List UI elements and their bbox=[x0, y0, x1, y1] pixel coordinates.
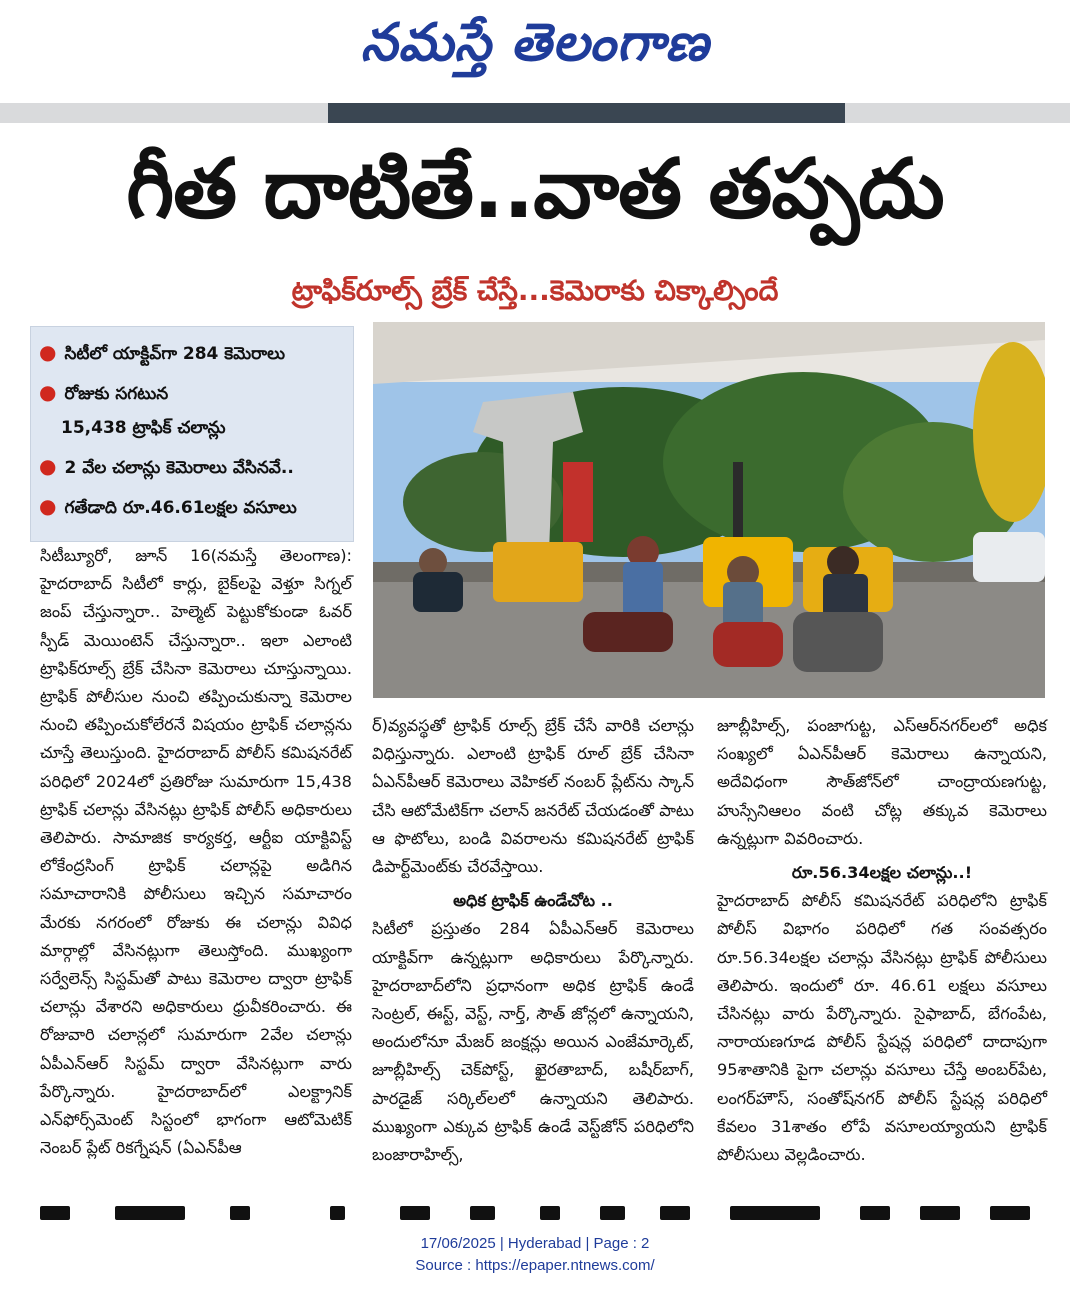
masthead bbox=[0, 0, 1070, 100]
bullet-icon: ● bbox=[39, 454, 57, 478]
header-rule-center bbox=[328, 103, 845, 123]
highlight-item: ● 2 వేల చలాన్లు కెమెరాలు వేసినవే.. bbox=[39, 454, 294, 478]
newspaper-logo: నమస్తే తెలంగాణ bbox=[360, 12, 710, 73]
highlights-box bbox=[30, 326, 354, 542]
header-rule-right bbox=[845, 103, 1070, 123]
section-subheading: రూ.56.34లక్షల చలాన్లు..! bbox=[791, 863, 973, 883]
highlight-item-continued: 15,438 ట్రాఫిక్‌ చలాన్లు bbox=[61, 418, 226, 438]
section-subheading: అధిక ట్రాఫిక్‌ ఉండేచోట .. bbox=[453, 891, 613, 911]
article-paragraph: సిటీబ్యూరో, జూన్‌ 16(నమస్తే తెలంగాణ): హైదరాబాద్‌ సిటీలో కార్లు, బైక్‌లపై వెళ్తూ సిగ్నల్‌ జంప్‌ చేస్తున్నారా.. హెల్మెట్‌ పెట్టుకోకుండా ఓవర్‌ స్పీడ్‌ మెయింటెన్‌ చేస్తున్నారా.. ఇలా ఎలాంటి ట్రాఫిక్‌రూల్స్‌ బ్రేక్‌ చేసినా కెమెరాలు చూస్తున్నాయి. ట్రాఫిక్‌ పోలీసుల నుంచి తప్పించుకున్నా కెమెరాల నుంచి తప్పించుకోలేరనే విషయం ట్రాఫిక్‌ చలాన్లను చూస్తే తెలుస్తుంది. హైదరాబాద్‌ పోలీస్‌ కమిషనరేట్‌ పరిధిలో 2024లో ప్రతిరోజు సుమారుగా 15,438 ట్రాఫిక్‌ చలాన్లు వేసినట్లు ట్రాఫిక్‌ పోలీస్‌ అధికారులు తెలిపారు. సామాజిక కార్యకర్త, ఆర్టీఐ యాక్టివిస్ట్‌ లోకేంద్రసింగ్‌ ట్రాఫిక్‌ చలాన్లపై అడిగిన సమాచారానికి పోలీసులు ఇచ్చిన సమాచారం మేరకు నగరంలో రోజుకు ఈ చలాన్లు వివిధ మార్గాల్లో వేసినట్లుగా తెలుస్తోంది. ముఖ్యంగా సర్వేలెన్స్‌ సిస్టమ్‌తో పాటు కెమెరాల ద్వారా ట్రాఫిక్‌ చలాన్లు వేశారని అధికారులు ధ్రువీకరించారు. ఈ రోజువారి చలాన్లలో సుమారుగా 2వేల చలాన్లు ఏపీఎన్‌ఆర్‌ సిస్టమ్‌ ద్వారా వేసినట్లుగా వారు పేర్కొన్నారు. హైదరాబాద్‌లో ఎలక్ట్రానిక్‌ ఎన్‌ఫోర్స్‌మెంట్‌ సిస్టంలో భాగంగా ఆటోమెటిక్‌ నెంబర్‌ ప్లేట్‌ రికగ్నేషన్‌ (ఏఎన్‌పీఆ bbox=[40, 546, 352, 1158]
page-footer bbox=[0, 1233, 1070, 1277]
article-headline: గీత దాటితే..వాత తప్పదు bbox=[126, 142, 944, 237]
footer-date-page: 17/06/2025 | Hyderabad | Page : 2 bbox=[420, 1235, 650, 1252]
article-column-2 bbox=[372, 712, 694, 1169]
article-subheadline: ట్రాఫిక్‌రూల్స్‌ బ్రేక్‌ చేస్తే...కెమెరాకు చిక్కాల్సిందే bbox=[291, 274, 779, 307]
cropped-next-headline bbox=[40, 1206, 1040, 1220]
bullet-icon: ● bbox=[39, 380, 57, 404]
photo-illustration bbox=[373, 322, 1045, 698]
highlight-item: ● సిటీలో యాక్టివ్‌గా 284 కెమెరాలు bbox=[39, 340, 286, 364]
article-paragraph: హైదరాబాద్‌ పోలీస్‌ కమిషనరేట్‌ పరిధిలోని ట్రాఫిక్‌ పోలీస్‌ విభాగం పరిధిలో గత సంవత్సరం రూ.56.34లక్షల చలాన్లు వేసినట్లు ట్రాఫిక్‌ పోలీసులు తెలిపారు. ఇందులో రూ. 46.61 లక్షలు వసూలు చేసినట్లు వారు పేర్కొన్నారు. సైఫాబాద్‌, బేగంపేట, నారాయణగూడ పోలీస్‌ స్టేషన్ల పరిధిలో దాదాపుగా 95శాతానికి పైగా చలాన్లు వసూలు చేస్తే అంబర్‌పేట, లంగర్‌హౌస్‌, సంతోష్‌నగర్‌ పోలీస్‌ స్టేషన్ల పరిధిలో కేవలం 31శాతం లోపే వసూలయ్యాయని ట్రాఫిక్‌ పోలీసులు వెల్లడించారు. bbox=[717, 891, 1047, 1165]
highlight-item: ● గతేడాది రూ.46.61లక్షల వసూలు bbox=[39, 494, 297, 518]
bullet-icon: ● bbox=[39, 494, 57, 518]
traffic-junction-photo bbox=[373, 322, 1045, 698]
footer-source: Source : https://epaper.ntnews.com/ bbox=[415, 1257, 655, 1274]
header-rule bbox=[0, 103, 1070, 123]
highlight-item: ● రోజుకు సగటున bbox=[39, 380, 169, 404]
article-paragraph: జూబ్లీహిల్స్‌, పంజాగుట్ట, ఎస్‌ఆర్‌నగర్‌లలో అధిక సంఖ్యలో ఏఎన్‌పీఆర్‌ కెమెరాలు ఉన్నాయని, అదేవిధంగా సౌత్‌జోన్‌లో చాంద్రాయణగుట్ట, హుస్సేనిఆలం వంటి చోట్ల తక్కువ కెమెరాలు ఉన్నట్లుగా వివరించారు. bbox=[717, 716, 1047, 848]
bullet-icon: ● bbox=[39, 340, 57, 364]
article-column-1 bbox=[40, 542, 352, 1162]
article-column-3 bbox=[717, 712, 1047, 1169]
article-paragraph: సిటీలో ప్రస్తుతం 284 ఏపీఎన్‌ఆర్‌ కెమెరాలు యాక్టివ్‌గా ఉన్నట్లుగా అధికారులు పేర్కొన్నారు. హైదరాబాద్‌లోని ప్రధానంగా అధిక ట్రాఫిక్‌ ఉండే సెంట్రల్‌, ఈస్ట్‌, వెస్ట్‌, నార్త్‌, సౌత్‌ జోన్లలో ఉన్నాయని, అందులోనూ మేజర్‌ జంక్షన్లు అయిన ఎంజేమార్కెట్‌, జూబ్లీహిల్స్‌ చెక్‌పోస్ట్‌, ఖైరతాబాద్‌, బషీర్‌బాగ్‌, పారడైజ్‌ సర్కిల్‌లలో ఉన్నాయని తెలిపారు. ముఖ్యంగా ఎక్కువ ట్రాఫిక్‌ ఉండే వెస్ట్‌జోన్‌ పరిధిలోని బంజారాహిల్స్‌, bbox=[372, 919, 694, 1165]
article-paragraph: ర్‌)వ్యవస్థతో ట్రాఫిక్‌ రూల్స్‌ బ్రేక్‌ చేసే వారికి చలాన్లు విధిస్తున్నారు. ఎలాంటి ట్రాఫిక్‌ రూల్‌ బ్రేక్‌ చేసినా ఏఎన్‌పీఆర్‌ కెమెరాలు వెహికల్‌ నంబర్‌ ప్లేట్‌ను స్కాన్‌ చేసి ఆటోమేటిక్‌గా చలాన్‌ జనరేట్‌ చేయడంతో పాటు ఆ ఫొటోలు, బండి వివరాలను కమిషనరేట్‌ ట్రాఫిక్‌ డిపార్ట్‌మెంట్‌కు చేరవేస్తాయి. bbox=[372, 716, 694, 877]
header-rule-left bbox=[0, 103, 328, 123]
